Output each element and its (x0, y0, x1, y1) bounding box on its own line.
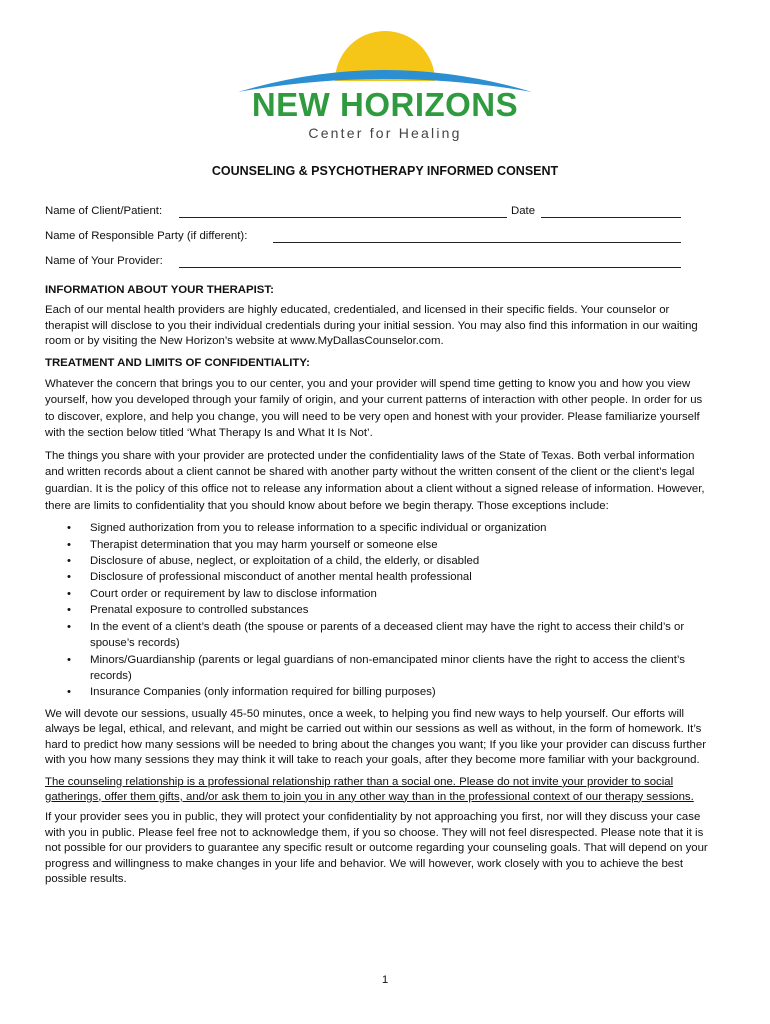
list-item: • Disclosure of abuse, neglect, or exploitation of a child, the elderly, or disabled (45, 553, 713, 569)
document-title: COUNSELING & PSYCHOTHERAPY INFORMED CONSENT (211, 164, 559, 178)
list-item: • Insurance Companies (only information required for billing purposes) (45, 684, 713, 700)
consent-content (45, 283, 713, 894)
bullet-icon: • (67, 538, 71, 551)
list-item: • Disclosure of professional misconduct of another mental health professional (45, 569, 713, 585)
treatment-paragraph-2: The things you share with your provider are protected under the confidentiality laws of the State of Texas. Both verbal information and written records about a client cannot be shared with another party without the written consent of the client or the client’s legal guardian. It is the policy of this office not to release any information about a client without a signed release of information. However, there are limits to confidentiality that you should know about before we begin therapy. Those exceptions include: (45, 449, 705, 512)
list-item: • Signed authorization from you to release information to a specific individual or organization (45, 520, 713, 536)
therapist-text: Each of our mental health providers are highly educated, credentialed, and licensed in their specific fields. Your counselor or therapist will disclose to you their individual credentials during your initial session. You may also find this information in our waiting room or by visiting the New Horizon’s website at www.MyDallasCounselor.com. (45, 304, 698, 347)
list-item: • Prenatal exposure to controlled substances (45, 602, 713, 618)
treatment-heading: TREATMENT AND LIMITS OF CONFIDENTIALITY: (45, 356, 310, 369)
relationship-paragraph: The counseling relationship is a professional relationship rather than a social one. Please do not invite your provider to social gatherings, offer them gifts, and/or ask them to join you in any other way than in the professional context of our therapy sessions. (45, 775, 694, 803)
page-number: 1 (381, 974, 389, 986)
date-field[interactable] (541, 205, 681, 218)
bullet-icon: • (67, 587, 71, 600)
list-item: • Court order or requirement by law to disclose information (45, 586, 713, 602)
bullet-icon: • (67, 653, 71, 666)
sessions-paragraph: We will devote our sessions, usually 45-50 minutes, once a week, to helping you find new ways to help yourself. Our efforts will always be legal, ethical, and relevant, and might be carried out within our sessions as well as without, in the form of homework. It’s hard to predict how many sessions will be needed to bring about the changes you want; If you like your provider can discuss further with you how many sessions they may think it will take to reach your goals, after they become more familiar with your background. (45, 707, 707, 767)
responsible-party-row (45, 230, 681, 246)
list-item: • In the event of a client’s death (the spouse or parents of a deceased client may have the right to access their child’s or spouse’s records) (67, 620, 685, 650)
list-item: • Minors/Guardianship (parents or legal guardians of non-emancipated minor clients have the right to access the client’s records) (67, 653, 685, 682)
treatment-paragraph-1: Whatever the concern that brings you to our center, you and your provider will spend time getting to know you and how you view yourself, how you developed through your family of origin, and your current patterns of interaction with other people. In order for us to discover, explore, and help you change, you will need to be very open and honest with your provider. Please familiarize yourself with the section below titled ‘What Therapy Is and What It Is Not’. (45, 377, 703, 440)
logo-tagline: Center for Healing (308, 125, 462, 141)
bullet-icon: • (67, 555, 71, 568)
new-horizons-logo (230, 26, 540, 148)
responsible-party-field[interactable] (273, 230, 681, 243)
client-name-field[interactable] (179, 205, 507, 218)
provider-name-row (45, 255, 681, 271)
list-item: • Therapist determination that you may harm yourself or someone else (45, 537, 713, 553)
bullet-icon: • (67, 522, 71, 535)
logo-name: NEW HORIZONS (251, 86, 519, 123)
bullet-icon: • (67, 686, 71, 699)
provider-name-field[interactable] (179, 255, 681, 268)
client-name-label: Name of Client/Patient: (45, 205, 163, 217)
date-label: Date (511, 205, 536, 217)
client-name-row (45, 205, 681, 221)
bullet-icon: • (67, 620, 71, 633)
public-paragraph: If your provider sees you in public, they will protect your confidentiality by not approaching you first, nor will they discuss your case with you in public. Please feel free not to acknowledge them, if you so choose. They will not feel disrespected. Please note that it is not possible for our providers to guarantee any specific result or outcome regarding your counseling goals. That will depend on your progress and willingness to make changes in your life and behavior. We will however, work closely with you to achieve the best possible results. (45, 811, 708, 886)
therapist-heading: INFORMATION ABOUT YOUR THERAPIST: (45, 284, 274, 296)
confidentiality-exceptions-list (45, 520, 713, 700)
bullet-icon: • (67, 604, 71, 617)
responsible-party-label: Name of Responsible Party (if different): (45, 230, 248, 242)
provider-name-label: Name of Your Provider: (45, 255, 163, 267)
bullet-icon: • (67, 571, 71, 584)
